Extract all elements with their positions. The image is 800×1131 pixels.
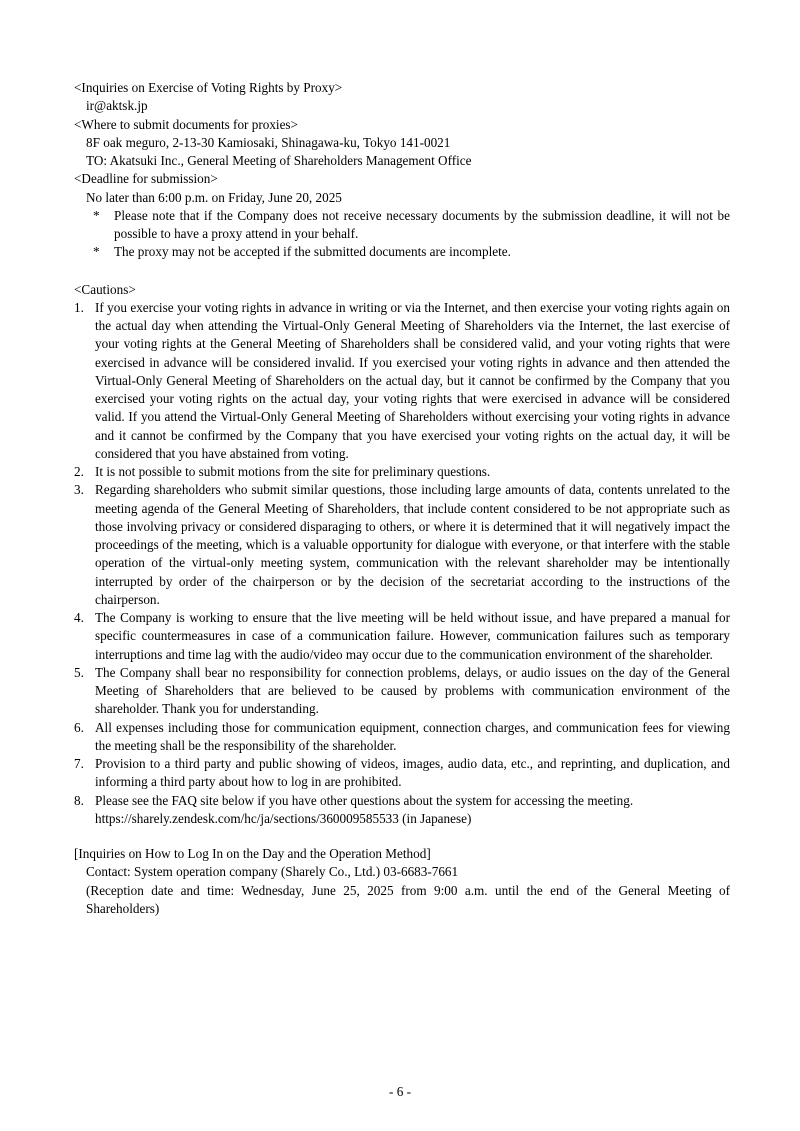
asterisk-marker: *: [93, 207, 100, 223]
proxy-inquiries-email: ir@aktsk.jp: [86, 98, 148, 114]
cautions-section: [74, 281, 730, 829]
caution-item-6-number: 6.: [74, 719, 84, 735]
login-inquiries-heading: [Inquiries on How to Log In on the Day and the Operation Method]: [74, 846, 431, 861]
caution-item-4: [74, 609, 730, 664]
caution-item-5-number: 5.: [74, 664, 84, 680]
login-inquiries-contact: Contact: System operation company (Sharely Co., Ltd.) 03-6683-7661: [86, 864, 459, 880]
submit-documents-heading: <Where to submit documents for proxies>: [74, 116, 298, 132]
caution-item-5-text: The Company shall bear no responsibility for connection problems, delays, or audio issues on the day of the General Meeting of Shareholders that are believed to be caused by problems with communication environment of the shareholder. Thank you for understanding.: [95, 664, 730, 717]
caution-item-1-number: 1.: [74, 299, 84, 315]
deadline-heading: <Deadline for submission>: [74, 171, 218, 187]
caution-item-2-text: It is not possible to submit motions from the site for preliminary questions.: [95, 464, 491, 479]
caution-item-8: [74, 792, 730, 829]
caution-item-3-number: 3.: [74, 482, 84, 498]
caution-item-6: [74, 719, 730, 756]
login-inquiries-reception: (Reception date and time: Wednesday, June 25, 2025 from 9:00 a.m. until the end of the General Meeting of Shareholders): [86, 882, 730, 916]
submit-documents-recipient: TO: Akatsuki Inc., General Meeting of Shareholders Management Office: [86, 153, 472, 168]
caution-item-1-text: If you exercise your voting rights in advance in writing or via the Internet, and then exercise your voting rights again on the actual day when attending the Virtual-Only General Meeting of Shareholders via the Internet, the last exercise of your voting rights at the General Meeting of Shareholders shall be considered valid, and your voting rights that were exercised in advance will be considered invalid. If you exercised your voting rights in advance and then attended the Virtual-Only General Meeting of Shareholders on the actual day, but it cannot be confirmed by the Company that you exercised your voting rights on the actual day, your voting rights that were exercised in advance will be considered valid. If you attend the Virtual-Only General Meeting of Shareholders without exercising your voting rights in advance and it cannot be confirmed by the Company that you have exercised your voting rights on the actual day, it will be considered that you have abstained from voting.: [95, 299, 730, 461]
submit-documents-address: 8F oak meguro, 2-13-30 Kamiosaki, Shinagawa-ku, Tokyo 141-0021: [86, 134, 451, 150]
login-inquiries-section: [74, 845, 730, 918]
caution-item-2-number: 2.: [74, 464, 84, 479]
caution-item-7-number: 7.: [74, 756, 84, 771]
caution-item-2: [74, 463, 730, 481]
deadline-text: No later than 6:00 p.m. on Friday, June 20, 2025: [86, 189, 342, 205]
deadline-note-1-text: Please note that if the Company does not receive necessary documents by the submission deadline, it will not be possible to have a proxy attend in your behalf.: [114, 207, 730, 241]
caution-item-4-text: The Company is working to ensure that the live meeting will be held without issue, and have prepared a manual for specific countermeasures in case of a communication failure. However, communication failures such as temporary interruptions and time lag with the audio/video may occur due to the communication environment of the shareholder.: [95, 610, 730, 662]
caution-item-5: [74, 664, 730, 719]
deadline-note-1: [93, 207, 730, 244]
caution-item-3: [74, 481, 730, 609]
proxy-inquiries-heading: <Inquiries on Exercise of Voting Rights by Proxy>: [74, 80, 343, 95]
caution-item-8-text: Please see the FAQ site below if you have other questions about the system for accessing the meeting.: [95, 792, 634, 808]
deadline-note-2: [93, 243, 730, 261]
caution-item-1: [74, 299, 730, 463]
caution-item-3-text: Regarding shareholders who submit similar questions, those including large amounts of data, contents unrelated to the meeting agenda of the General Meeting of Shareholders, that include content considered to be not appropriate such as those involving privacy or considered disparaging to others, or where it is determined that it will negatively impact the proceedings of the meeting, which is a valuable opportunity for dialogue with everyone, or that interfere with the stable operation of the virtual-only meeting system, communication with the relevant shareholder may be intentionally interrupted by order of the chairperson or by the decision of the secretariat according to the instructions of the chairperson.: [95, 482, 730, 607]
caution-item-7: [74, 755, 730, 792]
proxy-voting-section: [74, 79, 730, 262]
deadline-note-2-text: The proxy may not be accepted if the submitted documents are incomplete.: [114, 244, 511, 260]
cautions-heading: <Cautions>: [74, 281, 136, 297]
faq-url: https://sharely.zendesk.com/hc/ja/sections/360009585533 (in Japanese): [95, 810, 472, 826]
asterisk-marker: *: [93, 244, 100, 260]
caution-item-6-text: All expenses including those for communication equipment, connection charges, and communication fees for viewing the meeting shall be the responsibility of the shareholder.: [95, 719, 730, 753]
page-number: - 6 -: [389, 1084, 411, 1099]
caution-item-8-number: 8.: [74, 792, 84, 808]
caution-item-7-text: Provision to a third party and public showing of videos, images, audio data, etc., and reprinting, and duplication, and informing a third party about how to log in are prohibited.: [95, 756, 730, 790]
caution-item-4-number: 4.: [74, 610, 84, 625]
